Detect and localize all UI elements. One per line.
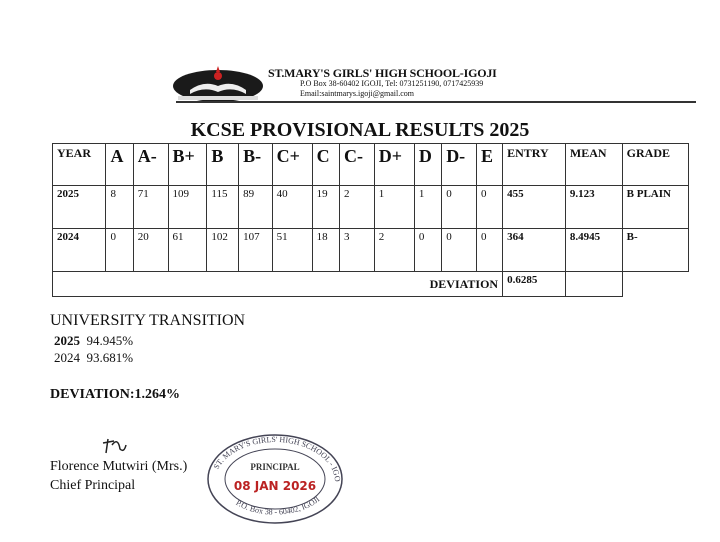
table-cell: 0 xyxy=(476,229,502,272)
column-header: B xyxy=(207,144,239,186)
table-cell: 2 xyxy=(374,229,414,272)
column-header: MEAN xyxy=(565,144,622,186)
table-cell: 18 xyxy=(312,229,339,272)
table-cell: 115 xyxy=(207,186,239,229)
signature xyxy=(100,435,140,457)
column-header: GRADE xyxy=(622,144,688,186)
table-cell: 40 xyxy=(272,186,312,229)
column-header: YEAR xyxy=(53,144,106,186)
table-cell: 3 xyxy=(340,229,375,272)
column-header: C+ xyxy=(272,144,312,186)
table-cell: 107 xyxy=(239,229,273,272)
column-header: A xyxy=(106,144,133,186)
deviation-value: 0.6285 xyxy=(503,272,566,297)
table-cell: 0 xyxy=(442,186,477,229)
table-cell: 2025 xyxy=(53,186,106,229)
column-header: D- xyxy=(442,144,477,186)
column-header: C xyxy=(312,144,339,186)
table-cell: 89 xyxy=(239,186,273,229)
stamp-title: PRINCIPAL xyxy=(250,462,300,472)
transition-2025 xyxy=(54,333,133,349)
table-cell: 2 xyxy=(340,186,375,229)
year: 2025 xyxy=(54,333,80,348)
column-header: E xyxy=(476,144,502,186)
signatory-name: Florence Mutwiri (Mrs.) xyxy=(50,459,188,474)
page-title: KCSE PROVISIONAL RESULTS 2025 xyxy=(190,119,530,141)
table-cell: 0 xyxy=(476,186,502,229)
table-cell: 1 xyxy=(374,186,414,229)
school-name: ST.MARY'S GIRLS' HIGH SCHOOL-IGOJI xyxy=(268,66,497,80)
table-cell: B PLAIN xyxy=(622,186,688,229)
header-divider xyxy=(176,101,696,103)
transition-title: UNIVERSITY TRANSITION xyxy=(50,312,246,329)
deviation-label: DEVIATION xyxy=(53,272,503,297)
official-stamp xyxy=(205,432,345,527)
table-cell: B- xyxy=(622,229,688,272)
table-cell: 455 xyxy=(503,186,566,229)
table-cell: 0 xyxy=(106,229,133,272)
svg-text:P.O. Box 38 - 60402, IGOJI xyxy=(234,494,321,516)
table-cell: 20 xyxy=(133,229,168,272)
column-header: C- xyxy=(340,144,375,186)
table-cell: 1 xyxy=(414,186,441,229)
table-cell: 8 xyxy=(106,186,133,229)
stamp-top: ST. MARY'S GIRLS' HIGH SCHOOL - IGO xyxy=(211,434,343,483)
column-header: D+ xyxy=(374,144,414,186)
results-table xyxy=(52,143,689,297)
table-cell: 8.4945 xyxy=(565,229,622,272)
table-cell: 51 xyxy=(272,229,312,272)
table-cell: 0 xyxy=(414,229,441,272)
column-header: A- xyxy=(133,144,168,186)
table-cell: 61 xyxy=(168,229,207,272)
table-cell: 109 xyxy=(168,186,207,229)
table-cell: 9.123 xyxy=(565,186,622,229)
table-cell: 19 xyxy=(312,186,339,229)
transition-deviation: DEVIATION:1.264% xyxy=(50,387,181,402)
column-header: B+ xyxy=(168,144,207,186)
table-cell: 0 xyxy=(442,229,477,272)
stamp-bottom: P.O. Box 38 - 60402, IGOJI xyxy=(234,494,322,517)
school-logo xyxy=(172,64,264,102)
column-header: ENTRY xyxy=(503,144,566,186)
signatory-role: Chief Principal xyxy=(50,478,136,493)
table-cell: 71 xyxy=(133,186,168,229)
value: 93.681% xyxy=(86,350,134,365)
column-header: B- xyxy=(239,144,273,186)
value: 94.945% xyxy=(86,333,134,348)
table-cell: 364 xyxy=(503,229,566,272)
stamp-date: 08 JAN 2026 xyxy=(233,479,317,493)
column-header: D xyxy=(414,144,441,186)
table-cell: 102 xyxy=(207,229,239,272)
school-address: P.O Box 38-60402 IGOJI, Tel: 0731251190, 0717425939 xyxy=(300,79,484,88)
year: 2024 xyxy=(54,350,80,365)
empty-cell xyxy=(565,272,622,297)
transition-2024 xyxy=(54,350,133,366)
table-cell: 2024 xyxy=(53,229,106,272)
school-email: Email:saintmarys.igoji@gmail.com xyxy=(300,89,415,98)
